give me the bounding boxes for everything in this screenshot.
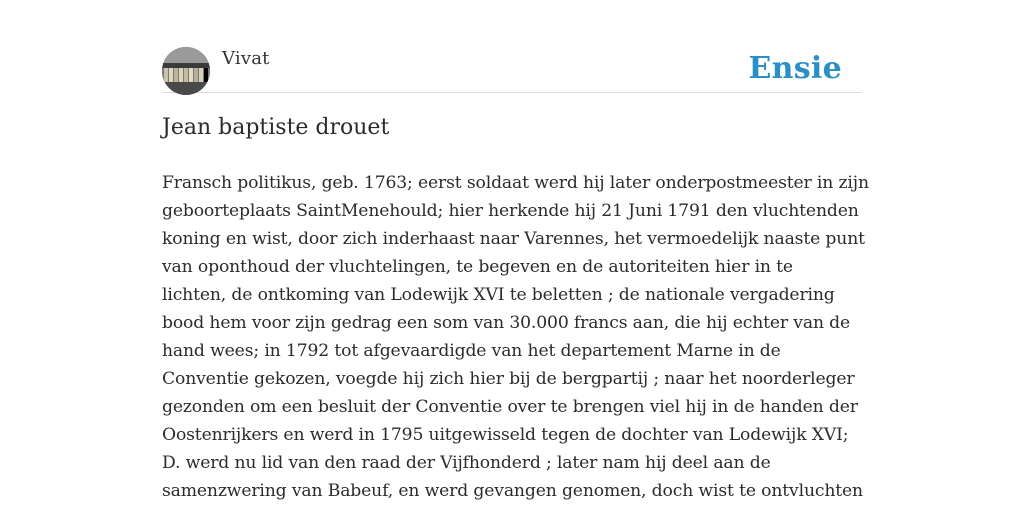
article-body	[162, 169, 869, 505]
author-name[interactable]: Vivat	[222, 48, 270, 69]
header	[162, 46, 862, 93]
body-line: hand wees; in 1792 tot afgevaardigde van het departement Marne in de	[162, 341, 781, 361]
body-line: lichten, de ontkoming van Lodewijk XVI te beletten ; de nationale vergadering	[162, 285, 835, 305]
body-line: van oponthoud der vluchtelingen, te begeven en de autoriteiten hier in te	[162, 257, 793, 277]
body-line: gezonden om een besluit der Conventie over te brengen viel hij in de handen der	[162, 397, 858, 417]
body-line: D. werd nu lid van den raad der Vijfhonderd ; later nam hij deel aan de	[162, 453, 771, 473]
body-line: koning en wist, door zich inderhaast naar Varennes, het vermoedelijk naaste punt	[162, 229, 865, 249]
avatar[interactable]	[162, 47, 210, 95]
body-line: Fransch politikus, geb. 1763; eerst soldaat werd hij later onderpostmeester in zijn	[162, 173, 869, 193]
avatar-image	[162, 47, 210, 95]
brand-logo[interactable]: Ensie	[748, 51, 842, 86]
body-line: Oostenrijkers en werd in 1795 uitgewisseld tegen de dochter van Lodewijk XVI;	[162, 425, 849, 445]
article-title: Jean baptiste drouet	[162, 115, 390, 140]
body-line: bood hem voor zijn gedrag een som van 30.000 francs aan, die hij echter van de	[162, 313, 851, 333]
body-line: samenzwering van Babeuf, en werd gevangen genomen, doch wist te ontvluchten	[162, 481, 863, 501]
body-line: Conventie gekozen, voegde hij zich hier bij de bergpartij ; naar het noorderleger	[162, 369, 855, 389]
body-line: geboorteplaats SaintMenehould; hier herkende hij 21 Juni 1791 den vluchtenden	[162, 201, 859, 221]
